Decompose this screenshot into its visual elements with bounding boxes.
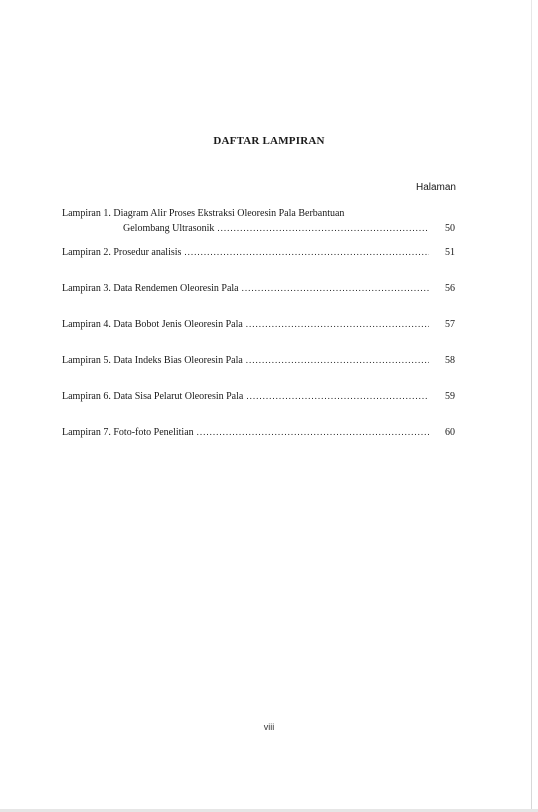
appendix-entry-label: Lampiran 4. Data Bobot Jenis Oleoresin Pala (62, 319, 243, 330)
footer-page-number: viii (263, 722, 275, 732)
page-title: DAFTAR LAMPIRAN (213, 135, 325, 147)
dot-leader (246, 318, 429, 331)
appendix-entry-label: Lampiran 5. Data Indeks Bias Oleoresin Pala (62, 355, 243, 366)
appendix-entry-5[interactable] (62, 354, 455, 367)
appendix-entry-page: 60 (445, 427, 455, 438)
appendix-entry-1[interactable] (62, 207, 455, 235)
appendix-entry-page: 50 (445, 223, 455, 234)
dot-leader (242, 282, 429, 295)
appendix-entry-label: Lampiran 1. Diagram Alir Proses Ekstraksi Oleoresin Pala Berbantuan (62, 208, 345, 219)
dot-leader (197, 426, 429, 439)
page-column-header: Halaman (415, 182, 456, 193)
appendix-entry-label: Lampiran 3. Data Rendemen Oleoresin Pala (62, 283, 239, 294)
dot-leader (217, 222, 429, 235)
appendix-entry-7[interactable] (62, 426, 455, 439)
appendix-entry-page: 57 (445, 319, 455, 330)
appendix-entry-page: 51 (445, 247, 455, 258)
appendix-entry-label: Lampiran 7. Foto-foto Penelitian (62, 427, 194, 438)
appendix-entry-3[interactable] (62, 282, 455, 295)
scan-edge (531, 0, 532, 812)
appendix-entry-page: 58 (445, 355, 455, 366)
appendix-entry-label-continued: Gelombang Ultrasonik (123, 223, 215, 234)
dot-leader (246, 390, 429, 403)
appendix-list (62, 207, 455, 462)
appendix-entry-4[interactable] (62, 318, 455, 331)
appendix-entry-2[interactable] (62, 246, 455, 259)
appendix-entry-page: 59 (445, 391, 455, 402)
dot-leader (184, 246, 429, 259)
dot-leader (246, 354, 429, 367)
appendix-entry-6[interactable] (62, 390, 455, 403)
appendix-entry-page: 56 (445, 283, 455, 294)
appendix-entry-label: Lampiran 2. Prosedur analisis (62, 247, 182, 258)
appendix-entry-label: Lampiran 6. Data Sisa Pelarut Oleoresin Pala (62, 391, 244, 402)
